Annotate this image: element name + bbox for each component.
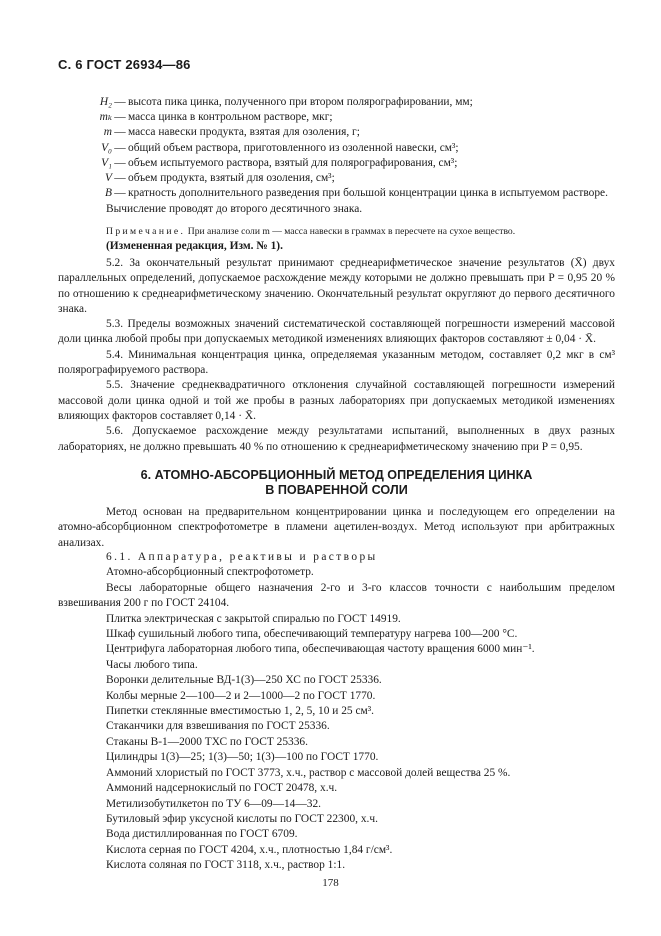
list-item: Бутиловый эфир уксусной кислоты по ГОСТ 22300, х.ч. bbox=[106, 812, 378, 825]
list-item: Аммоний надсернокислый по ГОСТ 20478, х.ч. bbox=[106, 782, 338, 795]
definition-symbol: V₁ bbox=[101, 156, 112, 169]
paragraph-5-3: 5.3. Пределы возможных значений систематической составляющей погрешности измерений массовой доли цинка любой пробы при допускаемых методикой изменениях влияющих факторов составляют ± 0,04 · X̄. bbox=[58, 318, 615, 346]
list-item: Колбы мерные 2—100—2 и 2—1000—2 по ГОСТ 1770. bbox=[106, 689, 376, 702]
list-item: Кислота соляная по ГОСТ 3118, х.ч., раствор 1:1. bbox=[106, 859, 346, 872]
section-intro-block bbox=[58, 505, 615, 551]
definition-dash: — bbox=[114, 156, 126, 169]
list-item: Воронки делительные ВД-1(3)—250 ХС по ГОСТ 25336. bbox=[106, 674, 382, 687]
section-5-paragraphs bbox=[58, 256, 615, 455]
definition-item bbox=[58, 171, 618, 186]
list-item: Кислота серная по ГОСТ 4204, х.ч., плотностью 1,84 г/см³. bbox=[106, 843, 393, 856]
list-item: Часы любого типа. bbox=[106, 658, 198, 671]
list-item: Стаканы В-1—2000 ТХС по ГОСТ 25336. bbox=[106, 735, 308, 748]
definition-item bbox=[58, 110, 618, 125]
note-text: При анализе соли m — масса навески в граммах в пересчете на сухое вещество. bbox=[187, 226, 516, 237]
definition-text: объем продукта, взятый для озоления, см³; bbox=[128, 172, 335, 185]
list-item: Стаканчики для взвешивания по ГОСТ 25336. bbox=[106, 720, 330, 733]
list-item: Вода дистиллированная по ГОСТ 6709. bbox=[106, 828, 298, 841]
definition-dash: — bbox=[114, 141, 126, 154]
definition-dash: — bbox=[114, 126, 126, 139]
section-title bbox=[58, 468, 615, 498]
list-item: Метилизобутилкетон по ТУ 6—09—14—32. bbox=[106, 797, 321, 810]
equipment-list bbox=[58, 550, 615, 874]
paragraph-5-6: 5.6. Допускаемое расхождение между результатами испытаний, выполненных в двух разных лабораториях, не должно превышать 40 % по отношению к среднеарифметическому значению при P = 0,95. bbox=[58, 425, 615, 453]
definition-text: масса цинка в контрольном растворе, мкг; bbox=[128, 111, 333, 124]
list-item: Шкаф сушильный любого типа, обеспечивающий температуру нагрева 100—200 °С. bbox=[106, 628, 518, 641]
definition-symbol: B bbox=[105, 187, 112, 200]
section-title-line-1: 6. АТОМНО-АБСОРБЦИОННЫЙ МЕТОД ОПРЕДЕЛЕНИЯ ЦИНКА bbox=[140, 468, 533, 482]
section-title-line-2: В ПОВАРЕННОЙ СОЛИ bbox=[265, 483, 408, 497]
amendment-block bbox=[58, 239, 615, 254]
note-label: Примечание. bbox=[106, 226, 186, 237]
list-item: Цилиндры 1(3)—25; 1(3)—50; 1(3)—100 по ГОСТ 1770. bbox=[106, 751, 379, 764]
definition-symbol: V bbox=[105, 172, 112, 185]
amendment-note: (Измененная редакция, Изм. № 1). bbox=[106, 240, 283, 252]
page-number: 178 bbox=[322, 877, 339, 889]
list-item: Плитка электрическая с закрытой спиралью по ГОСТ 14919. bbox=[106, 612, 401, 625]
definition-text: высота пика цинка, полученного при втором полярографировании, мм; bbox=[128, 96, 473, 108]
paragraph-5-4: 5.4. Минимальная концентрация цинка, определяемая указанным методом, составляет 0,2 мкг в см³ полярографируемого раствора. bbox=[58, 348, 615, 377]
definition-symbol: m bbox=[103, 126, 112, 139]
page-header: С. 6 ГОСТ 26934—86 bbox=[58, 57, 191, 72]
definition-dash: — bbox=[114, 172, 126, 185]
definitions-list bbox=[58, 95, 618, 201]
definition-item bbox=[58, 186, 618, 201]
calc-note: Вычисление проводят до второго десятичного знака. bbox=[106, 203, 363, 215]
definition-symbol: V₀ bbox=[101, 141, 112, 154]
definition-dash: — bbox=[114, 96, 126, 108]
list-item: Пипетки стеклянные вместимостью 1, 2, 5, 10 и 25 см³. bbox=[106, 705, 374, 718]
definition-item bbox=[58, 95, 618, 110]
calc-note-block bbox=[58, 202, 615, 217]
note-block bbox=[58, 224, 615, 239]
paragraph-5-5: 5.5. Значение среднеквадратичного отклонения случайной составляющей погрешности измерений массовой доли цинка одной и той же пробы в разных лабораториях при допускаемых методикой изменениях влияющих факторов составляет 0,14 · X̄. bbox=[58, 379, 615, 422]
definition-symbol: H₂ bbox=[99, 96, 112, 108]
definition-item bbox=[58, 141, 618, 156]
note-line bbox=[58, 224, 615, 239]
list-item: Весы лабораторные общего назначения 2-го и 3-го классов точности с наибольшим пределом взвешивания 200 г по ГОСТ 24104. bbox=[58, 581, 615, 610]
paragraph-5-2: 5.2. За окончательный результат принимают среднеарифметическое значение результатов (X̄) двух параллельных определений, допускаемое расхождение между которыми не должно превышать при P = 0,95 20 % по отношению к среднеарифметическому значению. Окончательный результат округляют до первого десятичного знака. bbox=[58, 257, 615, 315]
definition-item bbox=[58, 125, 618, 140]
definition-dash: — bbox=[114, 111, 126, 124]
definition-symbol: mₖ bbox=[99, 111, 112, 124]
definition-item bbox=[58, 156, 618, 171]
definition-text: кратность дополнительного разведения при большой концентрации цинка в испытуемом растворе. bbox=[128, 187, 608, 200]
list-item: Аммоний хлористый по ГОСТ 3773, х.ч., раствор с массовой долей вещества 25 %. bbox=[106, 766, 511, 779]
list-item: Атомно-абсорбционный спектрофотометр. bbox=[106, 566, 314, 579]
definition-text: общий объем раствора, приготовленного из озоленной навески, см³; bbox=[128, 141, 459, 154]
definition-dash: — bbox=[114, 187, 126, 200]
list-item: Центрифуга лабораторная любого типа, обеспечивающая частоту вращения 6000 мин⁻¹. bbox=[106, 643, 535, 656]
section-intro: Метод основан на предварительном концентрировании цинка и последующем его определении на атомно-абсорбционном спектрофотометре в пламени ацетилен-воздух. Метод используют при арбитражных анализах. bbox=[58, 506, 615, 549]
subsection-title: 6.1. Аппаратура, реактивы и растворы bbox=[106, 551, 378, 563]
definition-text: масса навески продукта, взятая для озоления, г; bbox=[128, 126, 360, 139]
definition-text: объем испытуемого раствора, взятый для полярографирования, см³; bbox=[128, 156, 458, 169]
